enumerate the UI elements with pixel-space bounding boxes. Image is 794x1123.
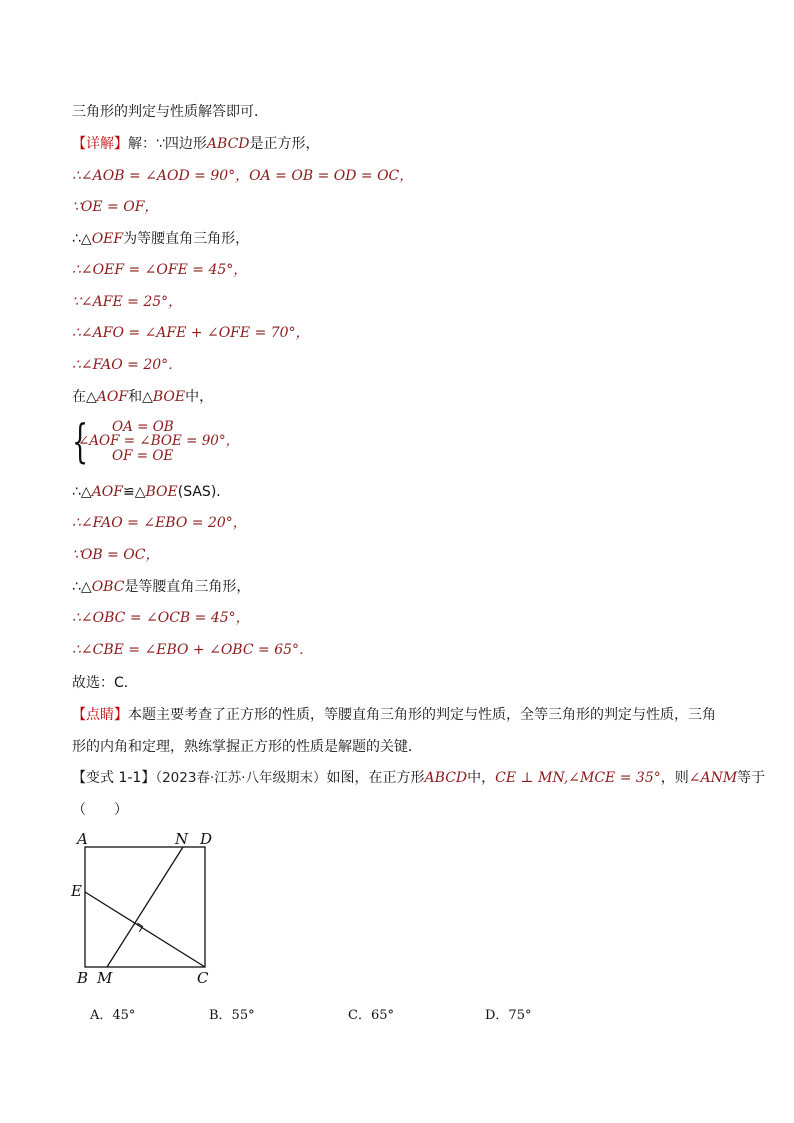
system-row: OA = OB	[112, 419, 174, 435]
math: ∴∠FAO = 20°．	[72, 357, 183, 373]
question-line	[72, 768, 765, 788]
system-row: ∠AOF = ∠BOE = 90°，	[78, 433, 240, 449]
label-n: N	[175, 830, 189, 848]
answer-options	[90, 1004, 650, 1024]
text: 为等腰直角三角形，	[123, 231, 250, 247]
math-line	[72, 292, 182, 312]
option-b[interactable]: B．55°	[209, 1008, 255, 1023]
system-row: OF = OE	[112, 448, 174, 464]
math: ∴∠AOB = ∠AOD = 90°，OA = OB = OD = OC，	[72, 168, 414, 184]
math: ∴∠FAO = ∠EBO = 20°，	[72, 515, 247, 531]
text: 和△	[128, 389, 153, 405]
text-line	[72, 482, 230, 502]
text: 形的内角和定理，熟练掌握正方形的性质是解题的关键．	[72, 739, 422, 755]
label-c: C	[197, 969, 209, 987]
text: 本题主要考查了正方形的性质，等腰直角三角形的判定与性质，全等三角形的判定与性质，三角	[128, 707, 716, 723]
math: ∵OB = OC，	[72, 547, 160, 563]
text-line	[72, 102, 268, 122]
text: ∴△	[72, 484, 92, 500]
text: 故选：C．	[72, 675, 138, 691]
text-line	[72, 387, 213, 407]
math: ∵∠AFE = 25°，	[72, 294, 183, 310]
math: BOE	[145, 484, 178, 500]
math-line	[72, 513, 247, 533]
text: (SAS)．	[177, 484, 231, 500]
comment-label: 【点睛】	[72, 707, 128, 723]
label-e: E	[71, 882, 82, 900]
answer-blank: （ ）	[72, 802, 128, 818]
answer-line	[72, 673, 138, 693]
math-line	[72, 166, 413, 186]
math: AOF	[91, 484, 123, 500]
option-d[interactable]: D．75°	[485, 1008, 532, 1023]
text: ，则	[660, 770, 689, 786]
math: CE ⊥ MN,∠MCE = 35°	[495, 770, 661, 786]
blank-line	[72, 800, 128, 820]
text: 解：∵四边形	[128, 136, 207, 152]
math-line	[72, 197, 158, 217]
text: ≌△	[123, 484, 146, 500]
math: ∴∠CBE = ∠EBO + ∠OBC = 65°．	[72, 642, 314, 658]
equation-system	[72, 414, 332, 468]
text: 等于	[737, 770, 766, 786]
text-line	[72, 229, 249, 249]
text: 是正方形，	[249, 136, 320, 152]
math: ∴∠OEF = ∠OFE = 45°，	[72, 262, 248, 278]
label-d: D	[200, 830, 213, 848]
variant-label: 【变式 1-1】	[72, 770, 156, 786]
math-line	[72, 260, 247, 280]
comment-line	[72, 705, 716, 725]
math: OEF	[91, 231, 124, 247]
math-line	[72, 323, 310, 343]
math: AOF	[96, 389, 129, 405]
text-line	[72, 737, 422, 757]
left-brace: {	[72, 414, 89, 468]
option-c[interactable]: C．65°	[348, 1008, 394, 1023]
math-line	[72, 545, 160, 565]
option-a[interactable]: A．45°	[90, 1008, 136, 1023]
math: ∴∠OBC = ∠OCB = 45°，	[72, 610, 250, 626]
math-line	[72, 355, 182, 375]
segment-ce	[85, 892, 205, 967]
math: ∵OE = OF，	[72, 199, 159, 215]
text: 三角形的判定与性质解答即可．	[72, 104, 268, 120]
text: 中，	[185, 389, 214, 405]
math-line	[72, 608, 250, 628]
math: ∴∠AFO = ∠AFE + ∠OFE = 70°，	[72, 325, 310, 341]
text: 在△	[72, 389, 97, 405]
segment-mn	[107, 847, 183, 967]
detail-label: 【详解】	[72, 136, 128, 152]
label-b: B	[77, 969, 89, 987]
square-figure	[70, 828, 230, 988]
math-line	[72, 640, 313, 660]
source: （2023春·江苏·八年级期末）	[155, 770, 327, 786]
math: OBC	[91, 579, 125, 595]
math: ABCD	[206, 136, 250, 152]
text: ∴△	[72, 579, 92, 595]
text: 中，	[467, 770, 496, 786]
math: ABCD	[424, 770, 468, 786]
text: ∴△	[72, 231, 92, 247]
label-m: M	[97, 969, 113, 987]
math: BOE	[152, 389, 186, 405]
detail-line	[72, 134, 320, 154]
text-line	[72, 577, 250, 597]
text: 是等腰直角三角形，	[124, 579, 251, 595]
text: 如图，在正方形	[326, 770, 425, 786]
math: ∠ANM	[688, 770, 738, 786]
label-a: A	[77, 830, 88, 848]
